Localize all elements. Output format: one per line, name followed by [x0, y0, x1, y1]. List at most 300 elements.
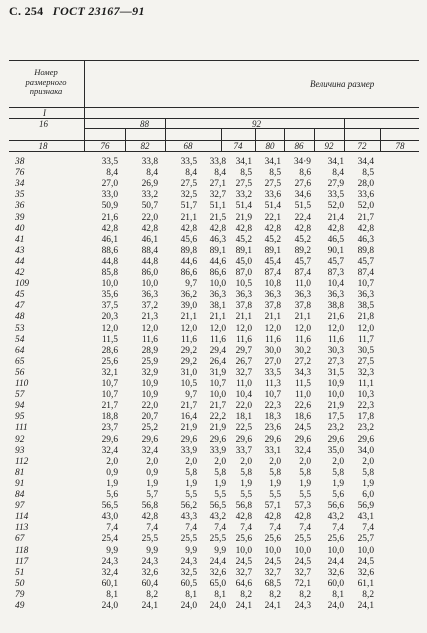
table-cell: 29,6 — [264, 434, 281, 445]
table-cell: 27,5 — [180, 179, 197, 190]
table-cell: 25,4 — [101, 534, 118, 545]
table-cell: 87,4 — [264, 268, 281, 278]
table-cell: 24,5 — [264, 556, 281, 567]
table-cell: 1,9 — [106, 478, 118, 489]
table-cell: 11,6 — [327, 334, 344, 345]
table-cell: 22,4 — [294, 212, 311, 223]
table-cell: 7,4 — [146, 523, 158, 534]
table-cell: 27,6 — [294, 179, 311, 190]
table-cell: 5,8 — [332, 467, 344, 478]
table-cell: 10,7 — [264, 390, 281, 401]
table-cell: 5,5 — [214, 490, 226, 500]
table-cell: 2,0 — [299, 456, 311, 467]
table-cell: 0,9 — [106, 467, 118, 478]
table-cell: 1,9 — [299, 478, 311, 489]
table-cell: 88,4 — [141, 245, 158, 256]
table-cell: 32,4 — [101, 445, 118, 456]
table-cell: 7,4 — [106, 523, 118, 534]
table-cell: 51,5 — [294, 201, 311, 212]
table-cell: 22,0 — [141, 212, 158, 223]
table-cell: 8,1 — [106, 589, 118, 600]
table-cell: 25,2 — [141, 423, 158, 434]
table-cell: 22,6 — [294, 401, 311, 412]
table-cell: 43,2 — [209, 512, 226, 523]
table-cell: 21,4 — [327, 212, 344, 223]
table-cell: 7,4 — [214, 523, 226, 534]
table-cell: 60,1 — [101, 578, 118, 589]
table-cell: 10,5 — [235, 279, 252, 290]
column-label: 74 — [233, 141, 243, 151]
table-cell: 51,1 — [209, 201, 226, 212]
table-cell: 2,0 — [185, 456, 197, 467]
row-number: 109 — [15, 279, 30, 290]
table-cell: 24,3 — [180, 556, 197, 567]
table-cell: 42,8 — [180, 223, 197, 234]
table-cell: 9,7 — [185, 390, 197, 401]
column-label: 86 — [294, 141, 304, 151]
table-cell: 21,9 — [327, 401, 344, 412]
table-cell: 18,3 — [264, 412, 281, 423]
table-cell: 21,1 — [209, 312, 226, 323]
table-cell: 24,3 — [141, 556, 158, 567]
row-number: 67 — [15, 534, 25, 545]
table-cell: 35,6 — [101, 290, 118, 301]
table-cell: 5,8 — [362, 467, 374, 478]
table-cell: 36,3 — [235, 290, 252, 301]
table-cell: 36,3 — [141, 290, 158, 301]
row-number: 93 — [15, 445, 25, 456]
table-cell: 46,3 — [357, 234, 374, 245]
table-cell: 10,5 — [180, 379, 197, 389]
table-cell: 32,4 — [294, 445, 311, 456]
table-cell: 35,0 — [327, 445, 344, 456]
table-cell: 52,0 — [357, 201, 374, 212]
table-cell: 21,7 — [101, 401, 118, 412]
row-number: 117 — [15, 556, 29, 567]
group-row-stub: 16 — [39, 119, 48, 129]
table-cell: 32,7 — [264, 567, 281, 578]
row-number: 81 — [15, 467, 25, 478]
table-cell: 31,0 — [180, 367, 197, 378]
table-cell: 28,9 — [141, 345, 158, 356]
table-cell: 23,6 — [264, 423, 281, 434]
table-cell: 25,7 — [357, 534, 374, 545]
row-number: 64 — [15, 345, 25, 356]
table-cell: 11,6 — [264, 334, 281, 345]
table-cell: 6,0 — [362, 490, 374, 500]
table-cell: 5,8 — [240, 467, 252, 478]
row-number: 95 — [15, 412, 25, 423]
table-cell: 0,9 — [146, 467, 158, 478]
table-cell: 57,3 — [294, 501, 311, 512]
table-cell: 46,5 — [327, 234, 344, 245]
table-cell: 10,3 — [357, 390, 374, 401]
table-cell: 42,8 — [264, 512, 281, 523]
table-cell: 44,8 — [141, 256, 158, 267]
table-cell: 22,5 — [235, 423, 252, 434]
row-number: 42 — [15, 268, 25, 278]
table-cell: 42,8 — [294, 512, 311, 523]
table-cell: 11,6 — [294, 334, 311, 345]
table-cell: 21,7 — [209, 401, 226, 412]
table-cell: 46,3 — [209, 234, 226, 245]
table-rule-top — [9, 60, 419, 61]
table-cell: 86,0 — [141, 268, 158, 278]
table-cell: 46,1 — [101, 234, 118, 245]
table-cell: 8,2 — [299, 589, 311, 600]
table-cell: 26,9 — [141, 179, 158, 190]
table-cell: 33,6 — [264, 190, 281, 201]
table-cell: 24,3 — [294, 601, 311, 611]
table-cell: 8,5 — [240, 168, 252, 179]
table-cell: 56,8 — [141, 501, 158, 512]
table-cell: 56,5 — [209, 501, 226, 512]
group-88: 88 — [140, 119, 149, 129]
table-cell: 10,0 — [294, 545, 311, 556]
table-cell: 10,9 — [141, 390, 158, 401]
row-number: 79 — [15, 589, 25, 600]
table-cell: 21,5 — [209, 212, 226, 223]
table-cell: 61,1 — [357, 578, 374, 589]
table-cell: 36,3 — [327, 290, 344, 301]
table-cell: 21,1 — [235, 312, 252, 323]
table-cell: 24,0 — [327, 601, 344, 611]
table-cell: 56,2 — [180, 501, 197, 512]
table-cell: 24,5 — [235, 556, 252, 567]
table-cell: 27,2 — [294, 356, 311, 367]
table-cell: 34,1 — [264, 157, 281, 167]
row-number: 76 — [15, 168, 25, 179]
table-cell: 32,1 — [101, 367, 118, 378]
table-cell: 10,0 — [235, 545, 252, 556]
table-cell: 33,0 — [101, 190, 118, 201]
table-rule-body — [9, 151, 419, 152]
table-cell: 25,6 — [235, 534, 252, 545]
table-cell: 29,2 — [180, 356, 197, 367]
table-cell: 5,5 — [269, 490, 281, 500]
table-cell: 20,7 — [141, 412, 158, 423]
table-cell: 8,4 — [146, 168, 158, 179]
table-cell: 34,3 — [294, 367, 311, 378]
table-cell: 42,8 — [209, 223, 226, 234]
table-cell: 21,1 — [180, 312, 197, 323]
table-cell: 10,7 — [357, 279, 374, 290]
table-col-sep-5 — [284, 128, 285, 151]
table-cell: 45,4 — [264, 256, 281, 267]
table-cell: 32,6 — [327, 567, 344, 578]
table-cell: 10,0 — [264, 545, 281, 556]
table-cell: 10,4 — [235, 390, 252, 401]
table-cell: 90,1 — [327, 245, 344, 256]
row-number: 94 — [15, 401, 25, 412]
table-cell: 44,6 — [180, 256, 197, 267]
table-cell: 27,0 — [101, 179, 118, 190]
table-cell: 51,7 — [180, 201, 197, 212]
table-cell: 26,4 — [209, 356, 226, 367]
table-cell: 5,8 — [185, 467, 197, 478]
table-cell: 37,5 — [101, 301, 118, 312]
row-number: 110 — [15, 379, 29, 389]
table-cell: 30,2 — [294, 345, 311, 356]
table-cell: 21,6 — [101, 212, 118, 223]
table-cell: 42,8 — [235, 223, 252, 234]
table-cell: 8,4 — [106, 168, 118, 179]
table-cell: 1,9 — [269, 478, 281, 489]
table-cell: 24,1 — [141, 601, 158, 611]
table-cell: 45,7 — [294, 256, 311, 267]
table-cell: 5,5 — [299, 490, 311, 500]
table-cell: 44,6 — [209, 256, 226, 267]
table-cell: 11,5 — [101, 334, 118, 345]
table-cell: 17,5 — [327, 412, 344, 423]
table-cell: 11,6 — [235, 334, 252, 345]
table-cell: 38,1 — [209, 301, 226, 312]
table-cell: 7,4 — [185, 523, 197, 534]
table-cell: 28,6 — [101, 345, 118, 356]
table-cell: 8,4 — [214, 168, 226, 179]
table-cell: 1,9 — [362, 478, 374, 489]
row-number: 36 — [15, 201, 25, 212]
table-cell: 2,0 — [146, 456, 158, 467]
table-cell: 42,8 — [141, 512, 158, 523]
table-cell: 11,6 — [180, 334, 197, 345]
table-cell: 9,9 — [106, 545, 118, 556]
table-cell: 29,6 — [327, 434, 344, 445]
table-cell: 56,9 — [357, 501, 374, 512]
table-cell: 45,7 — [327, 256, 344, 267]
table-cell: 12,0 — [357, 323, 374, 334]
column-label: 80 — [265, 141, 275, 151]
table-cell: 32,9 — [141, 367, 158, 378]
table-cell: 25,6 — [101, 356, 118, 367]
table-cell: 89,1 — [235, 245, 252, 256]
table-cell: 87,0 — [235, 268, 252, 278]
table-cell: 21,9 — [209, 423, 226, 434]
table-col-sep-3 — [221, 128, 222, 151]
table-cell: 51,4 — [235, 201, 252, 212]
table-cell: 29,2 — [180, 345, 197, 356]
table-cell: 32,7 — [294, 567, 311, 578]
table-cell: 27,5 — [357, 356, 374, 367]
table-cell: 11,5 — [294, 379, 311, 389]
table-cell: 32,7 — [235, 567, 252, 578]
table-cell: 12,0 — [180, 323, 197, 334]
table-cell: 85,8 — [101, 268, 118, 278]
table-cell: 89,1 — [264, 245, 281, 256]
table-cell: 37,8 — [264, 301, 281, 312]
table-cell: 32,6 — [357, 567, 374, 578]
table-cell: 37,8 — [294, 301, 311, 312]
table-cell: 42,8 — [294, 223, 311, 234]
table-cell: 34,0 — [357, 445, 374, 456]
table-cell: 5,5 — [240, 490, 252, 500]
table-cell: 87,4 — [357, 268, 374, 278]
table-cell: 10,0 — [209, 390, 226, 401]
row-number: 34 — [15, 179, 25, 190]
table-cell: 9,9 — [146, 545, 158, 556]
table-cell: 31,9 — [209, 367, 226, 378]
table-cell: 5,8 — [269, 467, 281, 478]
table-cell: 5,5 — [185, 490, 197, 500]
table-cell: 56,8 — [235, 501, 252, 512]
table-cell: 21,6 — [327, 312, 344, 323]
table-cell: 39,0 — [180, 301, 197, 312]
table-cell: 7,4 — [299, 523, 311, 534]
standard-code: ГОСТ 23167—91 — [52, 4, 145, 18]
row-number: 84 — [15, 490, 25, 500]
row-number: 112 — [15, 456, 29, 467]
table-cell: 10,7 — [209, 379, 226, 389]
table-cell: 57,1 — [264, 501, 281, 512]
table-cell: 12,0 — [235, 323, 252, 334]
table-cell: 8,2 — [240, 589, 252, 600]
table-cell: 60,0 — [327, 578, 344, 589]
table-cell: 12,0 — [141, 323, 158, 334]
table-cell: 21,3 — [141, 312, 158, 323]
table-cell: 24,4 — [327, 556, 344, 567]
table-cell: 24,5 — [294, 423, 311, 434]
table-cell: 56,6 — [327, 501, 344, 512]
table-cell: 42,8 — [235, 512, 252, 523]
table-cell: 8,2 — [146, 589, 158, 600]
table-cell: 29,6 — [101, 434, 118, 445]
table-cell: 10,0 — [357, 545, 374, 556]
table-cell: 33,7 — [235, 445, 252, 456]
table-cell: 32,5 — [180, 567, 197, 578]
table-cell: 33,2 — [235, 190, 252, 201]
table-cell: 12,0 — [101, 323, 118, 334]
row-number: 50 — [15, 578, 25, 589]
row-number: 65 — [15, 356, 25, 367]
table-cell: 18,6 — [294, 412, 311, 423]
table-cell: 22,3 — [264, 401, 281, 412]
table-cell: 1,9 — [332, 478, 344, 489]
table-cell: 5,6 — [106, 490, 118, 500]
table-cell: 43,0 — [101, 512, 118, 523]
row-number: 97 — [15, 501, 25, 512]
table-cell: 2,0 — [362, 456, 374, 467]
table-cell: 24,5 — [357, 556, 374, 567]
table-cell: 11,0 — [294, 390, 311, 401]
table-cell: 21,9 — [235, 212, 252, 223]
table-cell: 43,1 — [357, 512, 374, 523]
table-cell: 12,0 — [264, 323, 281, 334]
table-cell: 21,1 — [294, 312, 311, 323]
table-cell: 42,8 — [141, 223, 158, 234]
table-cell: 34,1 — [235, 157, 252, 167]
table-cell: 1,9 — [146, 478, 158, 489]
table-cell: 32,7 — [209, 190, 226, 201]
table-col-sep-2 — [165, 118, 166, 151]
table-cell: 34,1 — [327, 157, 344, 167]
table-cell: 22,1 — [264, 212, 281, 223]
table-cell: 27,3 — [327, 356, 344, 367]
row-number: 38 — [15, 157, 25, 167]
table-cell: 25,5 — [209, 534, 226, 545]
table-cell: 9,7 — [185, 279, 197, 290]
table-cell: 24,1 — [235, 601, 252, 611]
table-cell: 22,3 — [357, 401, 374, 412]
table-cell: 33,6 — [357, 190, 374, 201]
table-cell: 2,0 — [332, 456, 344, 467]
table-cell: 21,9 — [180, 423, 197, 434]
table-cell: 2,0 — [269, 456, 281, 467]
table-cell: 23,7 — [101, 423, 118, 434]
table-cell: 10,9 — [141, 379, 158, 389]
table-cell: 45,2 — [294, 234, 311, 245]
table-cell: 34,6 — [294, 190, 311, 201]
table-cell: 68,5 — [264, 578, 281, 589]
row-number: 54 — [15, 334, 25, 345]
table-cell: 22,2 — [209, 412, 226, 423]
table-cell: 17,8 — [357, 412, 374, 423]
column-label: 68 — [183, 141, 193, 151]
table-cell: 12,0 — [294, 323, 311, 334]
table-cell: 18,1 — [235, 412, 252, 423]
table-cell: 2,0 — [240, 456, 252, 467]
values-header: Величина размер — [310, 79, 375, 89]
table-cell: 24,0 — [180, 601, 197, 611]
table-cell: 29,4 — [209, 345, 226, 356]
row-number: 35 — [15, 190, 25, 201]
table-cell: 88,6 — [101, 245, 118, 256]
table-cell: 60,5 — [180, 578, 197, 589]
table-cell: 24,3 — [101, 556, 118, 567]
table-cell: 33,9 — [180, 445, 197, 456]
table-cell: 51,4 — [264, 201, 281, 212]
table-cell: 33,8 — [209, 157, 226, 167]
table-cell: 29,6 — [141, 434, 158, 445]
table-cell: 20,3 — [101, 312, 118, 323]
table-cell: 37,2 — [141, 301, 158, 312]
group-92: 92 — [252, 119, 261, 129]
table-cell: 36,3 — [357, 290, 374, 301]
table-cell: 33,5 — [101, 157, 118, 167]
table-cell: 12,0 — [209, 323, 226, 334]
table-cell: 8,2 — [269, 589, 281, 600]
table-cell: 8,1 — [185, 589, 197, 600]
row-number: 57 — [15, 390, 25, 401]
table-cell: 8,4 — [332, 168, 344, 179]
table-cell: 21,7 — [180, 401, 197, 412]
table-cell: 18,8 — [101, 412, 118, 423]
table-cell: 21,7 — [357, 212, 374, 223]
table-cell: 89,1 — [209, 245, 226, 256]
table-cell: 28,0 — [357, 179, 374, 190]
table-cell: 27,0 — [264, 356, 281, 367]
table-cell: 72,1 — [294, 578, 311, 589]
table-cell: 7,4 — [269, 523, 281, 534]
row-number: 113 — [15, 523, 29, 534]
table-cell: 23,2 — [357, 423, 374, 434]
table-cell: 33,9 — [209, 445, 226, 456]
table-cell: 36,3 — [209, 290, 226, 301]
table-cell: 8,6 — [299, 168, 311, 179]
table-cell: 42,8 — [327, 223, 344, 234]
row-header: Номер размерного признака — [25, 67, 67, 96]
table-cell: 87,3 — [327, 268, 344, 278]
table-cell: 29,6 — [235, 434, 252, 445]
table-cell: 10,4 — [327, 279, 344, 290]
row-number: 48 — [15, 312, 25, 323]
table-cell: 5,7 — [146, 490, 158, 500]
table-cell: 50,9 — [101, 201, 118, 212]
table-cell: 2,0 — [106, 456, 118, 467]
table-col-sep-1 — [125, 128, 126, 151]
table-cell: 25,5 — [180, 534, 197, 545]
table-cell: 24,0 — [209, 601, 226, 611]
row-number: 39 — [15, 212, 25, 223]
